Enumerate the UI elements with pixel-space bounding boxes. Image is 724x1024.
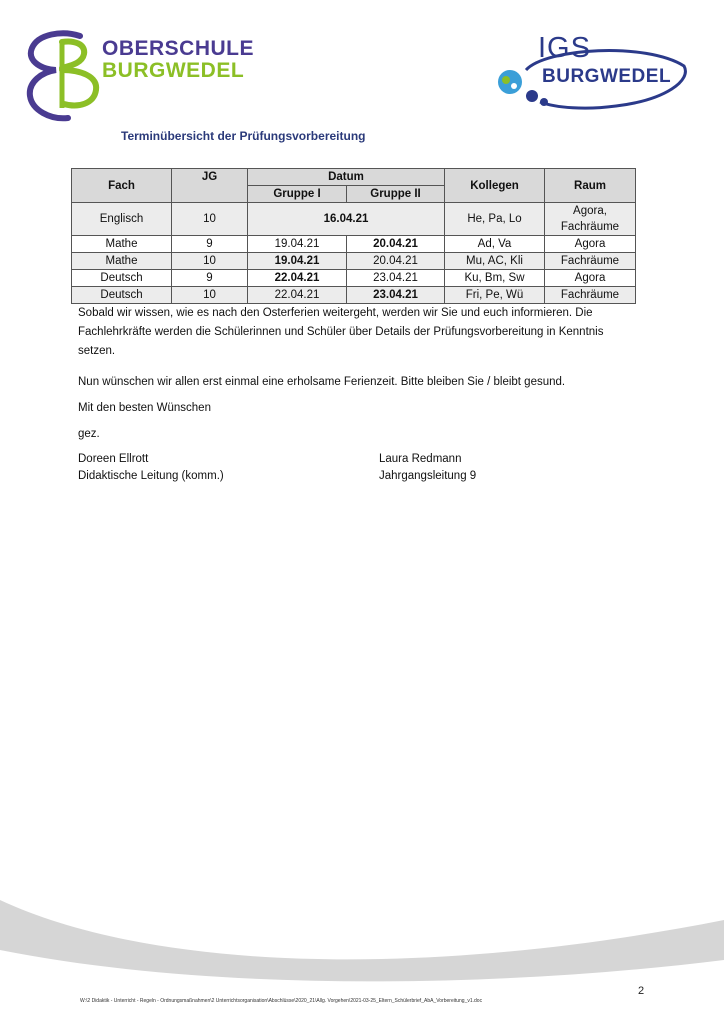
signature-right (379, 451, 476, 485)
signature-left (78, 451, 224, 485)
cell-gruppe2: 23.04.21 (347, 287, 445, 304)
cell-jg: 10 (172, 203, 248, 236)
header-fach: Fach (72, 169, 172, 203)
header-kollegen: Kollegen (445, 169, 545, 203)
cell-fach: Englisch (72, 203, 172, 236)
gez-line: gez. (78, 428, 100, 440)
logo-left-line1: OBERSCHULE (102, 37, 255, 60)
document-title: Terminübersicht der Prüfungsvorbereitung (121, 129, 366, 143)
cell-gruppe1: 22.04.21 (248, 270, 347, 287)
cell-gruppe1: 19.04.21 (248, 236, 347, 253)
cell-kollegen: Ad, Va (445, 236, 545, 253)
cell-gruppe1: 22.04.21 (248, 287, 347, 304)
cell-kollegen: He, Pa, Lo (445, 203, 545, 236)
page-number: 2 (638, 985, 645, 997)
cell-jg: 10 (172, 287, 248, 304)
signature-right-role: Jahrgangsleitung 9 (379, 470, 477, 482)
table-row (72, 203, 636, 236)
igs-logo (496, 30, 696, 116)
cell-kollegen: Ku, Bm, Sw (445, 270, 545, 287)
cell-raum: Fachräume (545, 253, 636, 270)
cell-jg: 9 (172, 270, 248, 287)
cell-raum: Fachräume (545, 287, 636, 304)
cell-jg: 9 (172, 236, 248, 253)
cell-gruppe2: 23.04.21 (347, 270, 445, 287)
header-gruppe1: Gruppe I (248, 186, 347, 203)
cell-fach: Deutsch (72, 270, 172, 287)
paragraph-wishes: Nun wünschen wir allen erst einmal eine erholsame Ferienzeit. Bitte bleiben Sie / bleibt gesund. (78, 376, 566, 388)
cell-raum: Agora (545, 236, 636, 253)
signature-left-name: Doreen Ellrott (78, 453, 149, 465)
header-jg: JG (172, 169, 248, 203)
signature-left-role: Didaktische Leitung (komm.) (78, 470, 224, 482)
cell-fach: Mathe (72, 236, 172, 253)
cell-gruppe2: 20.04.21 (347, 236, 445, 253)
oberschule-logo (22, 30, 255, 126)
oberschule-emblem-icon (22, 30, 102, 126)
header-gruppe2: Gruppe II (347, 186, 445, 203)
footer-file-path: W:\2 Didaktik - Unterricht - Regeln - Ordnungsmaßnahmen\2 Unterrichtsorganisation\Abschlüsse\2020_21\Allg. Vorgehen\2021-03-25_Eltern_Schülerbrief_AbA_Vorbereitung_v1.doc (80, 998, 483, 1004)
closing-line: Mit den besten Wünschen (78, 402, 211, 414)
cell-gruppe1: 19.04.21 (248, 253, 347, 270)
cell-gruppe2: 20.04.21 (347, 253, 445, 270)
logo-right-line2: BURGWEDEL (542, 66, 672, 87)
cell-raum: Agora, Fachräume (545, 203, 636, 236)
table-row (72, 253, 636, 270)
table-row (72, 236, 636, 253)
cell-kollegen: Mu, AC, Kli (445, 253, 545, 270)
paragraph-info: Sobald wir wissen, wie es nach den Osterferien weitergeht, werden wir Sie und euch informieren. Die Fachlehrkräfte werden die Schülerinnen und Schüler über Details der Prüfungsvorbereitung in Kenntnis setzen. (78, 307, 604, 357)
table-row (72, 287, 636, 304)
cell-raum: Agora (545, 270, 636, 287)
header-datum: Datum (248, 169, 445, 186)
table-row (72, 270, 636, 287)
cell-jg: 10 (172, 253, 248, 270)
cell-datum-combined: 16.04.21 (248, 203, 445, 236)
cell-kollegen: Fri, Pe, Wü (445, 287, 545, 304)
logo-right-line1: IGS (538, 32, 591, 64)
exam-schedule-table (71, 168, 636, 304)
signature-right-name: Laura Redmann (379, 453, 462, 465)
header-raum: Raum (545, 169, 636, 203)
cell-fach: Deutsch (72, 287, 172, 304)
cell-fach: Mathe (72, 253, 172, 270)
logo-left-line2: BURGWEDEL (102, 59, 245, 82)
